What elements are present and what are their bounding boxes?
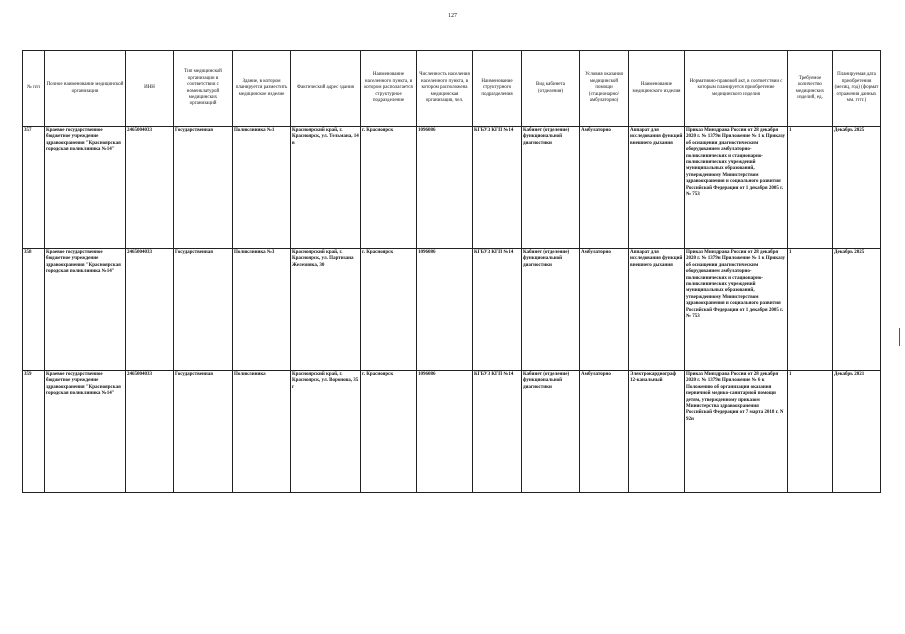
division: КГБУЗ КГП №14 <box>473 127 522 249</box>
org-name: Краевое государственное бюджетное учреждение здравоохранения "Красноярская городская поликлиника №14" <box>45 371 126 493</box>
cabinet: Кабинет (отделение) функциональной диагностики <box>522 127 580 249</box>
purchase-date: Декабрь 2021 <box>833 371 881 493</box>
header-cell: Полное наименование медицинской организации <box>45 51 126 127</box>
population: 1096086 <box>417 371 473 493</box>
cabinet: Кабинет (отделение) функциональной диагностики <box>522 249 580 371</box>
quantity: 1 <box>788 127 833 249</box>
header-cell: Вид кабинета (отделения) <box>522 51 580 127</box>
margin-mark <box>899 328 900 346</box>
header-cell: Планируемая дата приобретения (месяц, год) (формат отражения данных мм. гггг.) <box>833 51 881 127</box>
address: Красноярский край, г. Красноярск, ул. Воронова, 35 г <box>291 371 361 493</box>
org-type: Государственная <box>174 249 233 371</box>
building: Поликлиника №1 <box>233 127 291 249</box>
page-number: 127 <box>448 13 457 19</box>
table-row <box>23 371 881 493</box>
conditions: Амбулаторно <box>580 127 629 249</box>
header-cell: № п/п <box>23 51 45 127</box>
row-number: 357 <box>23 127 45 249</box>
header-row <box>23 51 881 127</box>
row-number: 358 <box>23 249 45 371</box>
purchase-date: Декабрь 2025 <box>833 127 881 249</box>
header-cell: Требуемое количество медицинских изделий, ед. <box>788 51 833 127</box>
division: КГБУЗ КГП №14 <box>473 249 522 371</box>
legal-act: Приказ Минздрава России от 28 декабря 2020 г. № 1379н Приложение № 6 к Положению об организации оказания первичной медико-санитарной помощи детям, утвержденному приказом Министерства здравоохранения Российской Федерации от 7 марта 2018 г. N 92н <box>685 371 788 493</box>
table-row <box>23 249 881 371</box>
inn: 2465004033 <box>126 371 174 493</box>
org-type: Государственная <box>174 127 233 249</box>
header-cell: Численность населения населенного пункта, в котором расположена медицинская организация, чел. <box>417 51 473 127</box>
legal-act: Приказ Минздрава России от 28 декабря 2020 г. № 1379н Приложение № 1 к Приказу об оснащении диагностическим оборудованием амбулаторно-поликлинических и стационарно-поликлинических учреждений муниципальных образований, утвержденному Министерством здравоохранения и социального развития Российской Федерации от 1 декабря 2005 г. № 753 <box>685 127 788 249</box>
org-name: Краевое государственное бюджетное учреждение здравоохранения "Красноярская городская поликлиника №14" <box>45 249 126 371</box>
address: Красноярский край, г. Красноярск, ул. Тельмана, 14 в <box>291 127 361 249</box>
address: Красноярский край, г. Красноярск, ул. Партизана Железняка, 30 <box>291 249 361 371</box>
building: Поликлиника №3 <box>233 249 291 371</box>
equipment-table <box>22 50 881 493</box>
row-number: 359 <box>23 371 45 493</box>
org-name: Краевое государственное бюджетное учреждение здравоохранения "Красноярская городская поликлиника №14" <box>45 127 126 249</box>
header-cell: Здание, в котором планируется разместить медицинское изделие <box>233 51 291 127</box>
header-cell: Фактический адрес здания <box>291 51 361 127</box>
legal-act: Приказ Минздрава России от 28 декабря 2020 г. № 1379н Приложение № 1 к Приказу об оснащении диагностическим оборудованием амбулаторно-поликлинических и стационарно-поликлинических учреждений муниципальных образований, утвержденному Министерством здравоохранения и социального развития Российской Федерации от 1 декабря 2005 г. № 753 <box>685 249 788 371</box>
quantity: 1 <box>788 371 833 493</box>
population: 1096086 <box>417 127 473 249</box>
conditions: Амбулаторно <box>580 371 629 493</box>
header-cell: Условия оказания медицинской помощи (стационарно/амбулаторно) <box>580 51 629 127</box>
inn: 2465004033 <box>126 127 174 249</box>
header-cell: Тип медицинской организации в соответствии с номенклатурой медицинских организаций <box>174 51 233 127</box>
building: Поликлиника <box>233 371 291 493</box>
purchase-date: Декабрь 2025 <box>833 249 881 371</box>
settlement: г. Красноярск <box>361 249 417 371</box>
table-row <box>23 127 881 249</box>
settlement: г. Красноярск <box>361 371 417 493</box>
conditions: Амбулаторно <box>580 249 629 371</box>
org-type: Государственная <box>174 371 233 493</box>
division: КГБУЗ КГП №14 <box>473 371 522 493</box>
header-cell: Наименование медицинского изделия <box>629 51 685 127</box>
device: Аппарат для исследования функций внешнего дыхания <box>629 127 685 249</box>
cabinet: Кабинет (отделение) функциональной диагностики <box>522 371 580 493</box>
header-cell: Наименование структурного подразделения <box>473 51 522 127</box>
header-cell: Нормативно-правовой акт, в соответствии с которым планируется приобретение медицинского изделия <box>685 51 788 127</box>
settlement: г. Красноярск <box>361 127 417 249</box>
header-cell: ИНН <box>126 51 174 127</box>
inn: 2465004033 <box>126 249 174 371</box>
device: Аппарат для исследования функций внешнего дыхания <box>629 249 685 371</box>
header-cell: Наименование населенного пункта, в котором располагается структурное подразделение <box>361 51 417 127</box>
quantity: 1 <box>788 249 833 371</box>
device: Электрокардиограф 12-канальный <box>629 371 685 493</box>
population: 1096086 <box>417 249 473 371</box>
